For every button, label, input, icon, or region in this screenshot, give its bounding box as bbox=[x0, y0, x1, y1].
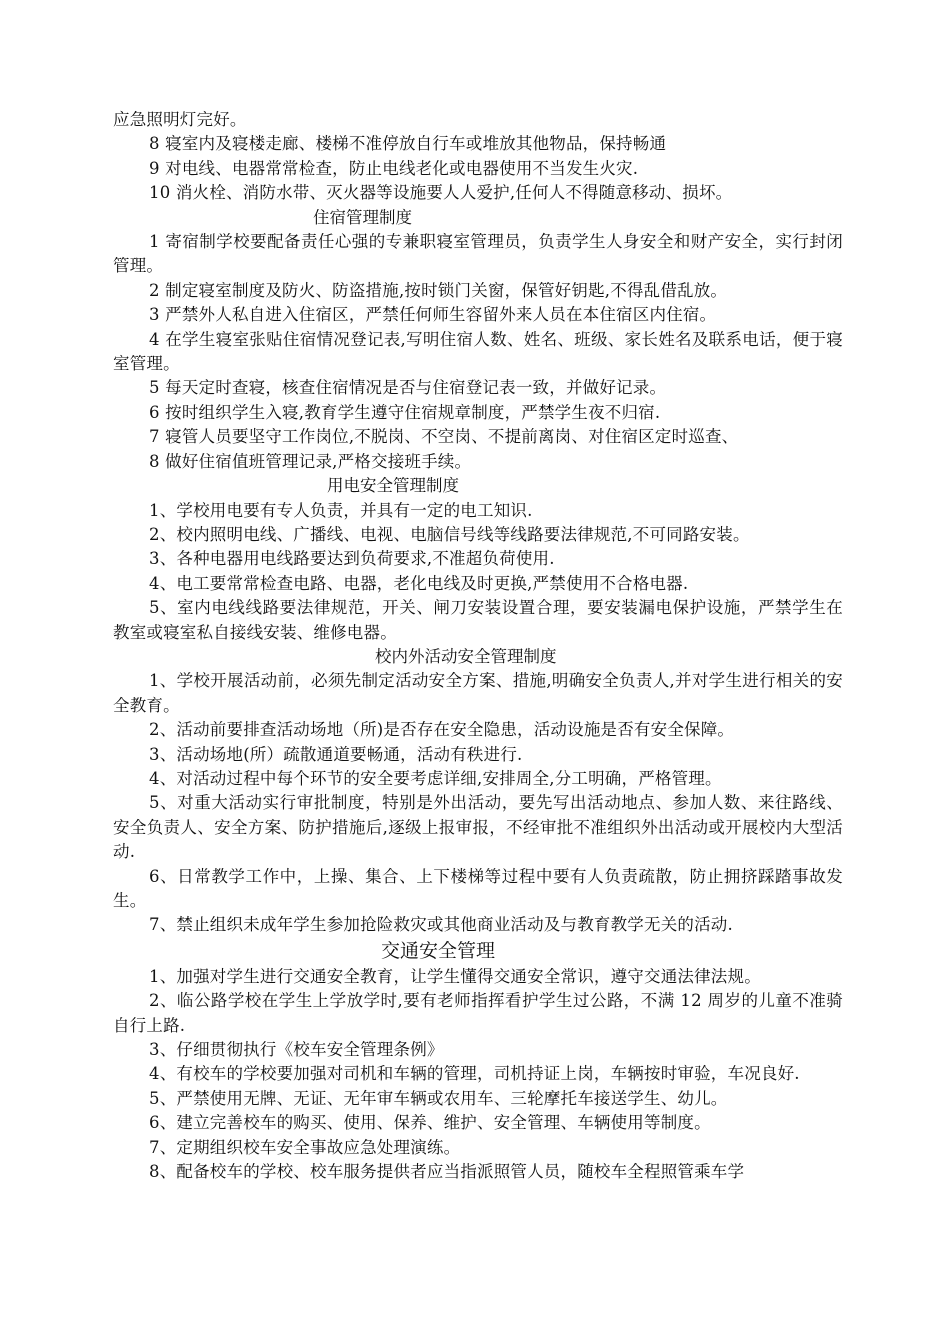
lodging-item-6: 6 按时组织学生入寝,教育学生遵守住宿规章制度，严禁学生夜不归宿. bbox=[149, 402, 661, 422]
activity-item-3: 3、活动场地(所）疏散通道要畅通，活动有秩进行. bbox=[149, 744, 523, 764]
traffic-item-7: 7、定期组织校车安全事故应急处理演练。 bbox=[149, 1137, 461, 1157]
electric-item-1: 1、学校用电要有专人负责，并具有一定的电工知识. bbox=[149, 500, 533, 520]
traffic-item-1: 1、加强对学生进行交通安全教育，让学生懂得交通安全常识，遵守交通法律法规。 bbox=[149, 966, 761, 986]
lodging-item-3: 3 严禁外人私自进入住宿区，严禁任何师生容留外来人员在本住宿区内住宿。 bbox=[149, 305, 717, 325]
lodging-item-8: 8 做好住宿值班管理记录,严格交接班手续。 bbox=[149, 451, 472, 471]
fire-item-9: 9 对电线、电器常常检查，防止电线老化或电器使用不当发生火灾. bbox=[149, 158, 639, 178]
document-page bbox=[113, 108, 843, 1184]
traffic-item-2: 2、临公路学校在学生上学放学时,要有老师指挥看护学生过公路，不满 12 周岁的儿童不准骑自行上路. bbox=[113, 991, 843, 1035]
fire-item-8: 8 寝室内及寝楼走廊、楼梯不准停放自行车或堆放其他物品，保持畅通 bbox=[149, 134, 667, 154]
lodging-item-1: 1 寄宿制学校要配备责任心强的专兼职寝室管理员，负责学生人身安全和财产安全，实行封闭管理。 bbox=[113, 232, 843, 276]
activity-item-1: 1、学校开展活动前，必须先制定活动安全方案、措施,明确安全负责人,并对学生进行相关的安全教育。 bbox=[113, 671, 843, 715]
lodging-item-7: 7 寝管人员要坚守工作岗位,不脱岗、不空岗、不提前离岗、对住宿区定时巡查、 bbox=[149, 427, 739, 447]
electric-item-2: 2、校内照明电线、广播线、电视、电脑信号线等线路要法律规范,不可同路安装。 bbox=[149, 524, 750, 544]
lodging-item-4: 4 在学生寝室张贴住宿情况登记表,写明住宿人数、姓名、班级、家长姓名及联系电话，便于寝室管理。 bbox=[113, 329, 843, 374]
traffic-item-3: 3、仔细贯彻执行《校车安全管理条例》 bbox=[149, 1040, 444, 1060]
activity-item-5: 5、对重大活动实行审批制度，特别是外出活动，要先写出活动地点、参加人数、来往路线、安全负责人、安全方案、防护措施后,逐级上报审报，不经审批不准组织外出活动或开展校内大型活动. bbox=[113, 793, 843, 862]
paragraph-continued: 应急照明灯完好。 bbox=[113, 110, 247, 129]
traffic-item-8: 8、配备校车的学校、校车服务提供者应当指派照管人员，随校车全程照管乘车学 bbox=[149, 1162, 745, 1182]
electric-item-4: 4、电工要常常检查电路、电器，老化电线及时更换,严禁使用不合格电器. bbox=[149, 573, 689, 593]
section-heading-traffic: 交通安全管理 bbox=[381, 939, 496, 962]
activity-item-4: 4、对活动过程中每个环节的安全要考虑详细,安排周全,分工明确，严格管理。 bbox=[149, 768, 722, 788]
activity-item-7: 7、禁止组织未成年学生参加抢险救灾或其他商业活动及与教育教学无关的活动. bbox=[149, 915, 733, 935]
section-heading-activity: 校内外活动安全管理制度 bbox=[375, 646, 557, 666]
section-heading-lodging: 住宿管理制度 bbox=[313, 207, 412, 227]
fire-item-10: 10 消火栓、消防水带、灭火器等设施要人人爱护,任何人不得随意移动、损坏。 bbox=[149, 183, 733, 203]
traffic-item-4: 4、有校车的学校要加强对司机和车辆的管理，司机持证上岗，车辆按时审验，车况良好. bbox=[149, 1064, 800, 1084]
lodging-item-2: 2 制定寝室制度及防火、防盗措施,按时锁门关窗，保管好钥匙,不得乱借乱放。 bbox=[149, 280, 728, 300]
traffic-item-5: 5、严禁使用无牌、无证、无年审车辆或农用车、三轮摩托车接送学生、幼儿。 bbox=[149, 1088, 728, 1108]
section-heading-electric: 用电安全管理制度 bbox=[327, 476, 459, 496]
activity-item-6: 6、日常教学工作中，上操、集合、上下楼梯等过程中要有人负责疏散，防止拥挤踩踏事故发生。 bbox=[113, 866, 843, 910]
lodging-item-5: 5 每天定时查寝，核查住宿情况是否与住宿登记表一致，并做好记录。 bbox=[149, 378, 667, 398]
electric-item-3: 3、各种电器用电线路要达到负荷要求,不准超负荷使用. bbox=[149, 549, 555, 569]
electric-item-5: 5、室内电线线路要法律规范，开关、闸刀安装设置合理，要安装漏电保护设施，严禁学生在教室或寝室私自接线安装、维修电器。 bbox=[113, 598, 843, 642]
activity-item-2: 2、活动前要排查活动场地（所)是否存在安全隐患，活动设施是否有安全保障。 bbox=[149, 720, 735, 740]
traffic-item-6: 6、建立完善校车的购买、使用、保养、维护、安全管理、车辆使用等制度。 bbox=[149, 1113, 711, 1133]
